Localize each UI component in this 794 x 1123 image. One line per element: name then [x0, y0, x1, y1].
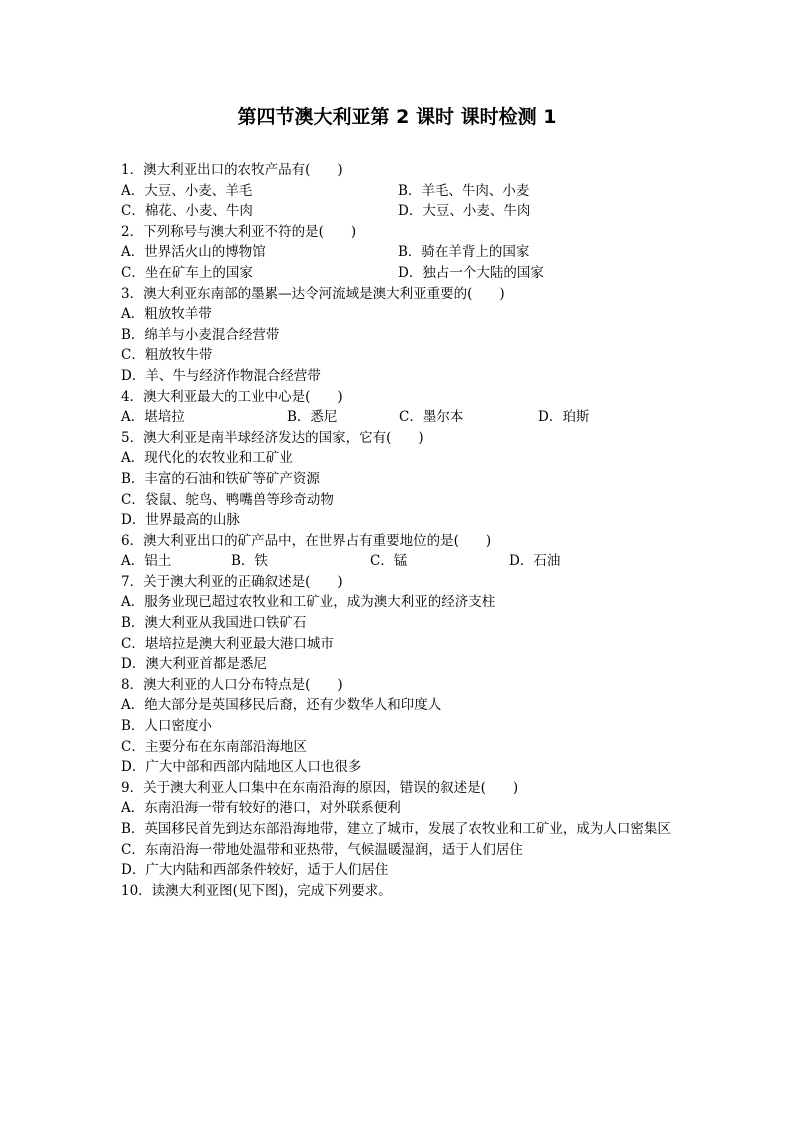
question-3-option-b: B．绵羊与小麦混合经营带: [121, 326, 280, 343]
question-5-stem: 5．澳大利亚是南半球经济发达的国家，它有( ): [121, 429, 424, 446]
question-list: [121, 160, 681, 901]
question-5-option-a: A．现代化的农牧业和工矿业: [121, 450, 293, 467]
question-6-options: [121, 551, 681, 572]
question-1-options-row-2: [121, 201, 681, 222]
question-2-options-row-1: [121, 242, 681, 263]
question-8-stem: 8．澳大利亚的人口分布特点是( ): [121, 676, 343, 693]
question-4-option-b: B．悉尼: [287, 409, 338, 426]
question-8-option-c: C．主要分布在东南部沿海地区: [121, 738, 307, 755]
question-4-option-a: A．堪培拉: [121, 409, 185, 426]
question-6-option-c: C．锰: [370, 553, 408, 570]
question-10-stem: 10．读澳大利亚图(见下图)，完成下列要求。: [121, 882, 392, 899]
question-7-option-c: C．堪培拉是澳大利亚最大港口城市: [121, 635, 334, 652]
question-5-option-c: C．袋鼠、鸵鸟、鸭嘴兽等珍奇动物: [121, 491, 334, 508]
question-9-stem: 9．关于澳大利亚人口集中在东南沿海的原因，错误的叙述是( ): [121, 779, 519, 796]
question-9-option-d: D．广大内陆和西部条件较好，适于人们居住: [121, 862, 389, 879]
question-2-option-a: A．世界活火山的博物馆: [121, 244, 266, 261]
question-2-option-b: B．骑在羊背上的国家: [398, 244, 530, 261]
question-6-option-d: D．石油: [509, 553, 561, 570]
question-8-option-a: A．绝大部分是英国移民后裔，还有少数华人和印度人: [121, 697, 442, 714]
question-4-option-c: C．墨尔本: [399, 409, 464, 426]
question-8-option-d: D．广大中部和西部内陆地区人口也很多: [121, 759, 362, 776]
question-3-option-c: C．粗放牧牛带: [121, 347, 213, 364]
question-9-option-a: A．东南沿海一带有较好的港口，对外联系便利: [121, 800, 401, 817]
question-8-option-b: B．人口密度小: [121, 718, 212, 735]
question-3-option-a: A．粗放牧羊带: [121, 306, 212, 323]
question-6-option-b: B．铁: [231, 553, 268, 570]
question-7-option-a: A．服务业现已超过农牧业和工矿业，成为澳大利亚的经济支柱: [121, 594, 496, 611]
question-1-option-d: D．大豆、小麦、牛肉: [398, 203, 531, 220]
question-2-option-c: C．坐在矿车上的国家: [121, 264, 253, 281]
question-7-option-b: B．澳大利亚从我国进口铁矿石: [121, 615, 307, 632]
question-5-option-d: D．世界最高的山脉: [121, 512, 240, 529]
question-2-option-d: D．独占一个大陆的国家: [398, 264, 544, 281]
question-5-option-b: B．丰富的石油和铁矿等矿产资源: [121, 470, 320, 487]
question-4-option-d: D．珀斯: [538, 409, 590, 426]
question-1-stem: 1．澳大利亚出口的农牧产品有( ): [121, 162, 343, 178]
question-7-option-d: D．澳大利亚首都是悉尼: [121, 656, 267, 673]
question-3-stem: 3．澳大利亚东南部的墨累—达令河流域是澳大利亚重要的( ): [121, 285, 505, 302]
question-6-stem: 6．澳大利亚出口的矿产品中，在世界占有重要地位的是( ): [121, 532, 492, 549]
question-1-option-a: A．大豆、小麦、羊毛: [121, 182, 253, 199]
question-2-stem: 2．下列称号与澳大利亚不符的是( ): [121, 223, 357, 240]
page-title: 第四节澳大利亚第 2 课时 课时检测 1: [237, 106, 557, 128]
question-7-stem: 7．关于澳大利亚的正确叙述是( ): [121, 573, 343, 590]
question-1-options-row-1: [121, 181, 681, 202]
question-1-option-b: B．羊毛、牛肉、小麦: [398, 182, 530, 199]
question-1-option-c: C．棉花、小麦、牛肉: [121, 203, 253, 220]
question-3-option-d: D．羊、牛与经济作物混合经营带: [121, 367, 321, 384]
question-6-option-a: A．铝土: [121, 553, 172, 570]
question-9-option-c: C．东南沿海一带地处温带和亚热带，气候温暖湿润，适于人们居住: [121, 841, 523, 858]
question-2-options-row-2: [121, 263, 681, 284]
question-4-options: [121, 407, 681, 428]
question-4-stem: 4．澳大利亚最大的工业中心是( ): [121, 388, 343, 405]
question-9-option-b: B．英国移民首先到达东部沿海地带，建立了城市，发展了农牧业和工矿业，成为人口密集区: [121, 821, 671, 837]
